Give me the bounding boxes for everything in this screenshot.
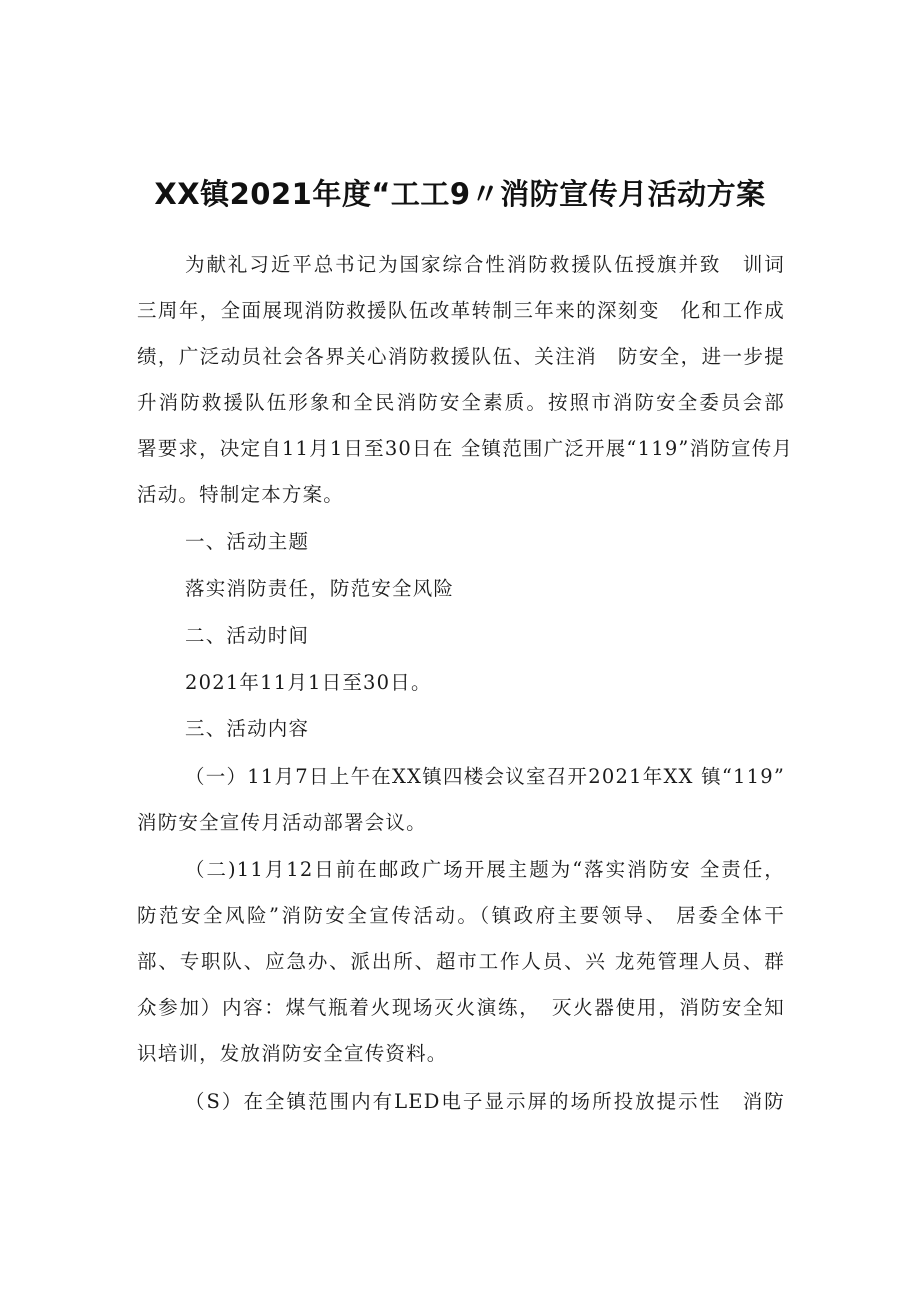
section-heading-theme: 一、活动主题 xyxy=(185,530,310,553)
paragraph-line: 三周年，全面展现消防救援队伍改革转制三年来的深刻变 化和工作成 xyxy=(137,299,785,322)
section-body-theme: 落实消防责任，防范安全风险 xyxy=(185,577,455,600)
paragraph-line: 识培训，发放消防安全宣传资料。 xyxy=(137,1042,448,1065)
paragraph-line: 署要求，决定自11月1日至30日在 全镇范围广泛开展“119”消防宣传月 xyxy=(137,437,794,460)
section-heading-content: 三、活动内容 xyxy=(185,717,310,740)
paragraph-line: 活动。特制定本方案。 xyxy=(137,483,345,506)
paragraph-line: 为献礼习近平总书记为国家综合性消防救援队伍授旗并致 训词 xyxy=(185,253,785,276)
section-heading-time: 二、活动时间 xyxy=(185,624,310,647)
section-body-time: 2021年11月1日至30日。 xyxy=(185,671,432,694)
paragraph-line: 升消防救援队伍形象和全民消防安全素质。按照市消防安全委员会部 xyxy=(137,391,785,414)
paragraph-line: （二)11月12日前在邮政广场开展主题为“落实消防安 全责任， xyxy=(185,858,785,881)
document-title: XX镇2021年度“工工9〃消防宣传月活动方案 xyxy=(154,177,766,211)
paragraph-line: （S）在全镇范围内有LED电子显示屏的场所投放提示性 消防 xyxy=(185,1090,785,1113)
paragraph-line: 消防安全宣传月活动部署会议。 xyxy=(137,811,427,834)
paragraph-line: 众参加）内容：煤气瓶着火现场灭火演练， 灭火器使用，消防安全知 xyxy=(137,996,785,1019)
paragraph-line: 防范安全风险”消防安全宣传活动。（镇政府主要领导、 居委全体干 xyxy=(137,904,785,927)
paragraph-line: （一）11月7日上午在XX镇四楼会议室召开2021年XX 镇“119” xyxy=(185,765,785,788)
paragraph-line: 部、专职队、应急办、派出所、超市工作人员、兴 龙苑管理人员、群 xyxy=(137,950,785,973)
paragraph-line: 绩，广泛动员社会各界关心消防救援队伍、关注消 防安全，进一步提 xyxy=(137,345,785,368)
